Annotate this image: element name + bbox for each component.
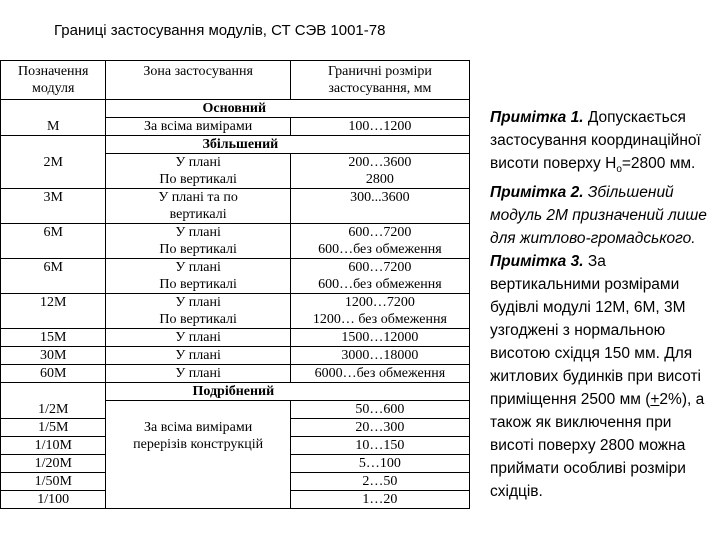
limit-line: 1200… без обмеження	[312, 312, 447, 327]
limit-cell: 6000…без обмеження	[290, 365, 469, 383]
limit-cell: 1500…12000	[290, 329, 469, 347]
limit-cell: 20…300	[290, 419, 469, 437]
limit-line: 600…без обмеження	[318, 277, 442, 292]
designation-cell: 1/50М	[1, 473, 106, 491]
limit-cell: 1…20	[290, 491, 469, 509]
limit-line: 300...3600	[350, 190, 410, 205]
section-row	[1, 100, 470, 118]
zone-cell	[106, 154, 290, 189]
zone-cell	[106, 189, 290, 224]
header-limits: Граничні розміри застосування, мм	[290, 61, 469, 100]
table-row	[1, 329, 470, 347]
designation-cell: 1/2М	[1, 401, 106, 419]
limit-line: 1200…7200	[344, 295, 415, 310]
limit-line: 200…3600	[348, 155, 412, 170]
limit-cell	[290, 189, 469, 224]
note-1-text: Допускається застосування координаційної висоти поверху Н	[490, 109, 701, 172]
designation-cell: 1/5М	[1, 419, 106, 437]
limit-cell: 2…50	[290, 473, 469, 491]
table-row	[1, 347, 470, 365]
table-row	[1, 401, 470, 419]
limit-cell: 100…1200	[290, 118, 469, 136]
zone-line: По вертикалі	[159, 172, 237, 187]
designation-cell: 60М	[1, 365, 106, 383]
note-2-label: Примітка 2.	[490, 184, 584, 202]
header-zone: Зона застосування	[106, 61, 290, 100]
designation-cell: 1/20М	[1, 455, 106, 473]
zone-line: перерізів конструкцій	[133, 437, 264, 452]
zone-line: По вертикалі	[159, 277, 237, 292]
designation-cell: 6М	[1, 224, 106, 259]
section-main: Основний	[106, 100, 470, 118]
zone-line: вертикалі	[169, 207, 227, 222]
designation-cell: 30М	[1, 347, 106, 365]
section-enlarged: Збільшений	[106, 136, 470, 154]
zone-line: За всіма вимірами	[143, 420, 253, 435]
zone-cell	[106, 259, 290, 294]
table-row	[1, 259, 470, 294]
table-row	[1, 118, 470, 136]
note-1-text-end: =2800 мм.	[621, 155, 696, 172]
limit-cell	[290, 259, 469, 294]
zone-cell	[106, 294, 290, 329]
note-1-subscript: о	[616, 164, 622, 176]
limit-cell	[290, 154, 469, 189]
zone-cell	[106, 224, 290, 259]
limit-cell	[290, 294, 469, 329]
zone-line: У плані	[175, 155, 221, 170]
table-row	[1, 189, 470, 224]
reduced-zone-cell	[106, 401, 290, 509]
table-row	[1, 294, 470, 329]
limit-cell	[290, 224, 469, 259]
section-row	[1, 383, 470, 401]
zone-line: У плані	[175, 260, 221, 275]
limit-line: 600…без обмеження	[318, 242, 442, 257]
table-row	[1, 365, 470, 383]
table-row	[1, 224, 470, 259]
zone-line: По вертикалі	[159, 242, 237, 257]
zone-cell: У плані	[106, 365, 290, 383]
designation-cell: 15М	[1, 329, 106, 347]
designation-cell: 3М	[1, 189, 106, 224]
limit-cell: 50…600	[290, 401, 469, 419]
zone-cell: У плані	[106, 329, 290, 347]
modules-table	[0, 60, 470, 509]
table-header-row	[1, 61, 470, 100]
table-row	[1, 154, 470, 189]
page-title: Границі застосування модулів, СТ СЭВ 1001-78	[54, 22, 386, 39]
designation-cell: 2М	[1, 154, 106, 189]
limit-line: 600…7200	[348, 225, 412, 240]
limit-line: 2800	[365, 172, 394, 187]
zone-cell: За всіма вимірами	[106, 118, 290, 136]
designation-cell: М	[1, 118, 106, 136]
zone-line: У плані	[175, 295, 221, 310]
limit-cell: 10…150	[290, 437, 469, 455]
note-3-label: Примітка 3.	[490, 253, 584, 271]
zone-line: У плані	[175, 225, 221, 240]
note-3-text-end: 2%), а також як виключення при висоті поверху 2800 можна приймати особливі розміри східців.	[490, 391, 705, 501]
zone-line: У плані та по	[158, 190, 238, 205]
note-2-text: Збільшений модуль 2М призначений лише для житлово-громадського.	[490, 184, 707, 248]
note-1-label: Примітка 1.	[490, 109, 584, 126]
note-3-text: За вертикальними розмірами будівлі модулі 12М, 6М, 3М узгоджені з нормальною висотою східця 150 мм. Для житлових будинків при висоті приміщення 2500 мм (	[490, 253, 701, 409]
limit-cell: 5…100	[290, 455, 469, 473]
limit-line: 600…7200	[348, 260, 412, 275]
limit-cell: 3000…18000	[290, 347, 469, 365]
section-reduced: Подрібнений	[106, 383, 470, 401]
header-designation: Позначення модуля	[1, 61, 106, 100]
zone-line: По вертикалі	[159, 312, 237, 327]
zone-cell: У плані	[106, 347, 290, 365]
designation-cell: 12М	[1, 294, 106, 329]
notes-block	[490, 106, 718, 503]
designation-cell: 6М	[1, 259, 106, 294]
section-row	[1, 136, 470, 154]
designation-cell: 1/100	[1, 491, 106, 509]
designation-cell: 1/10М	[1, 437, 106, 455]
note-3-plusminus: +	[650, 391, 660, 409]
